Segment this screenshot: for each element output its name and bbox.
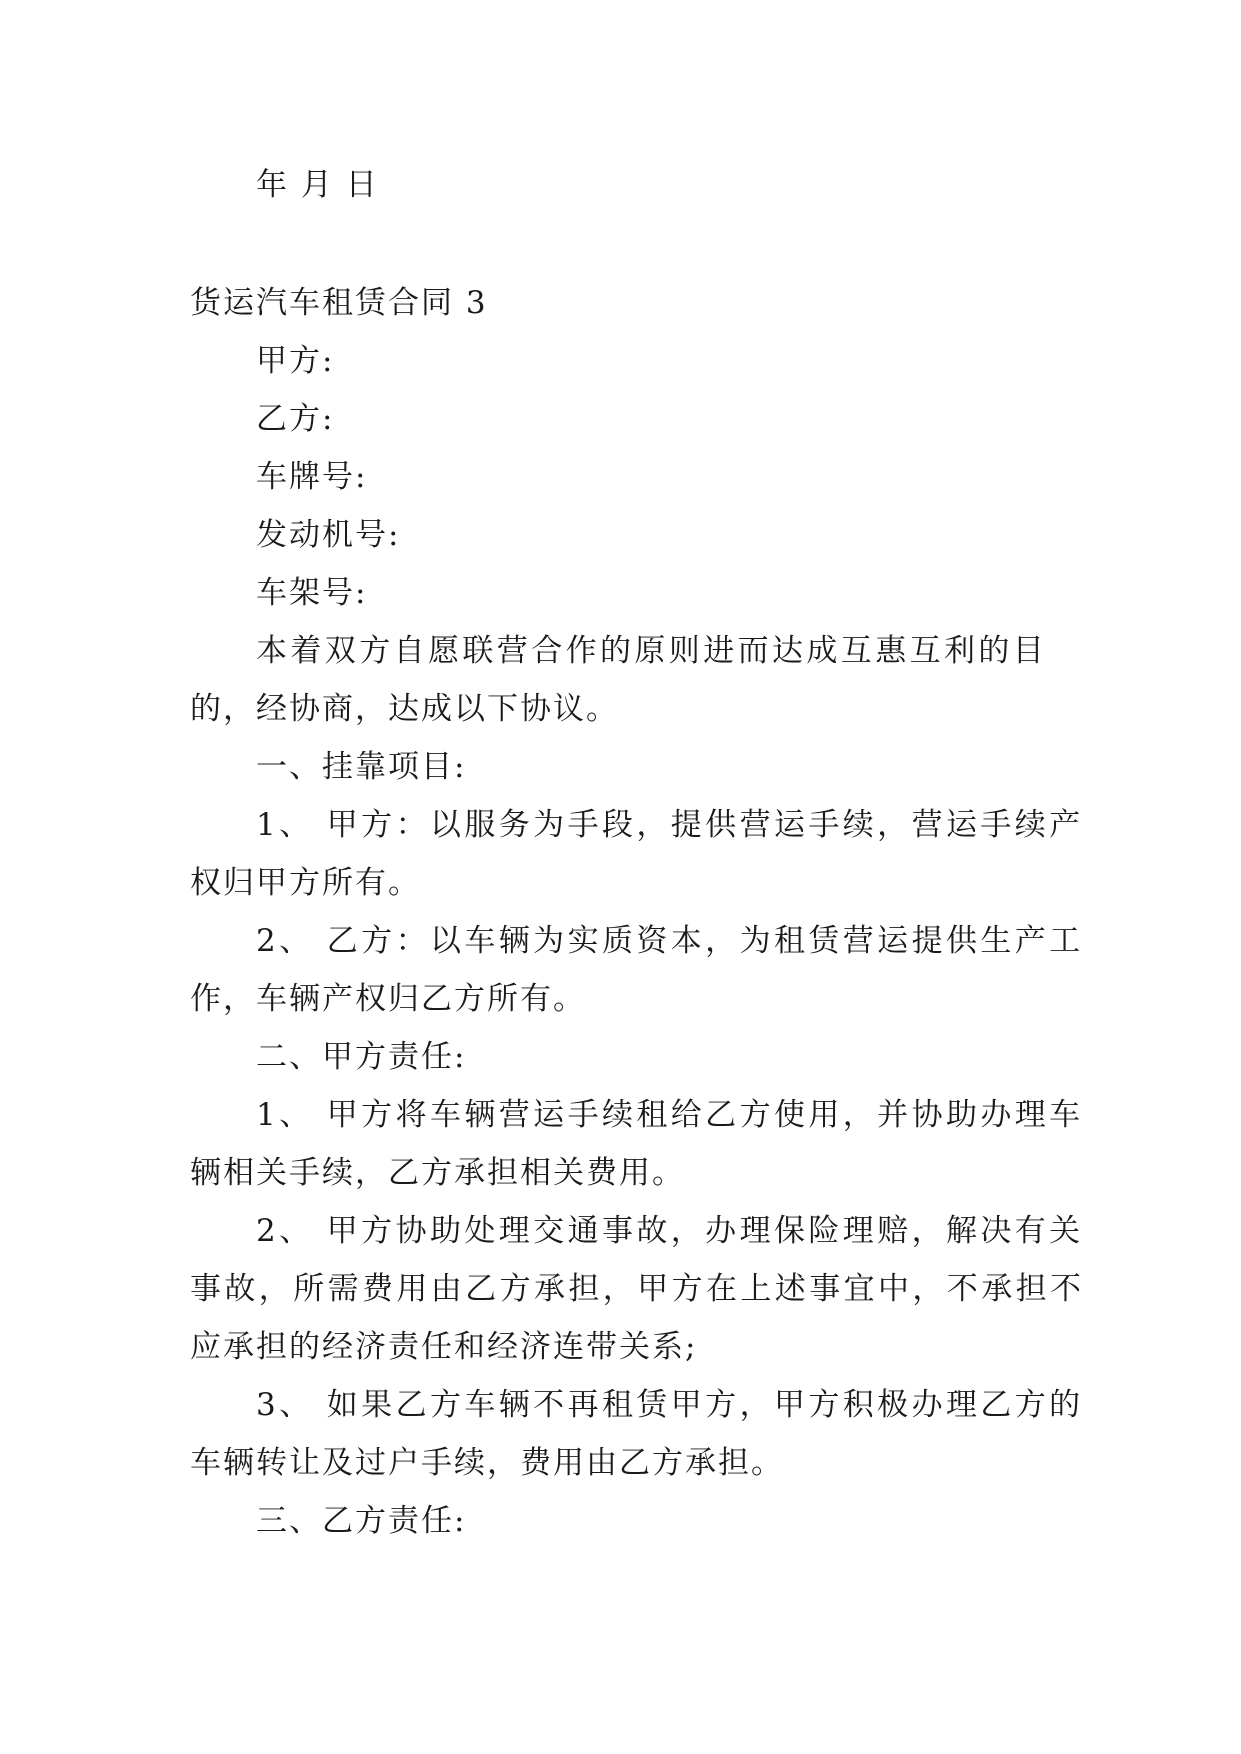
- date-line: 年 月 日: [256, 167, 379, 203]
- section1-item1-line1: 1、 甲方：以服务为手段，提供营运手续，营运手续产: [256, 807, 1084, 843]
- field-engine-number: 发动机号:: [256, 517, 401, 553]
- section1-heading: 一、挂靠项目:: [256, 749, 467, 785]
- section3-heading: 三、乙方责任:: [256, 1503, 467, 1539]
- field-frame-number: 车架号:: [256, 575, 368, 611]
- section2-item2-line3: 应承担的经济责任和经济连带关系;: [190, 1329, 698, 1365]
- field-party-a: 甲方:: [256, 343, 335, 379]
- field-plate-number: 车牌号:: [256, 459, 368, 495]
- field-party-b: 乙方:: [256, 401, 335, 437]
- section2-item3-line2: 车辆转让及过户手续，费用由乙方承担。: [190, 1445, 784, 1481]
- document-title: 货运汽车租赁合同 3: [190, 285, 488, 321]
- section2-item1-line2: 辆相关手续，乙方承担相关费用。: [190, 1155, 685, 1191]
- section2-heading: 二、甲方责任:: [256, 1039, 467, 1075]
- intro-line-2: 的，经协商，达成以下协议。: [190, 691, 619, 727]
- section2-item3-line1: 3、 如果乙方车辆不再租赁甲方，甲方积极办理乙方的: [256, 1387, 1084, 1423]
- section2-item2-line1: 2、 甲方协助处理交通事故，办理保险理赔，解决有关: [256, 1213, 1084, 1249]
- section1-item2-line1: 2、 乙方：以车辆为实质资本，为租赁营运提供生产工: [256, 923, 1084, 959]
- section1-item1-line2: 权归甲方所有。: [190, 865, 421, 901]
- intro-line-1: 本着双方自愿联营合作的原则进而达成互惠互利的目: [256, 633, 1048, 669]
- section1-item2-line2: 作，车辆产权归乙方所有。: [190, 981, 586, 1017]
- section2-item1-line1: 1、 甲方将车辆营运手续租给乙方使用，并协助办理车: [256, 1097, 1084, 1133]
- section2-item2-line2: 事故，所需费用由乙方承担，甲方在上述事宜中，不承担不: [190, 1271, 1085, 1307]
